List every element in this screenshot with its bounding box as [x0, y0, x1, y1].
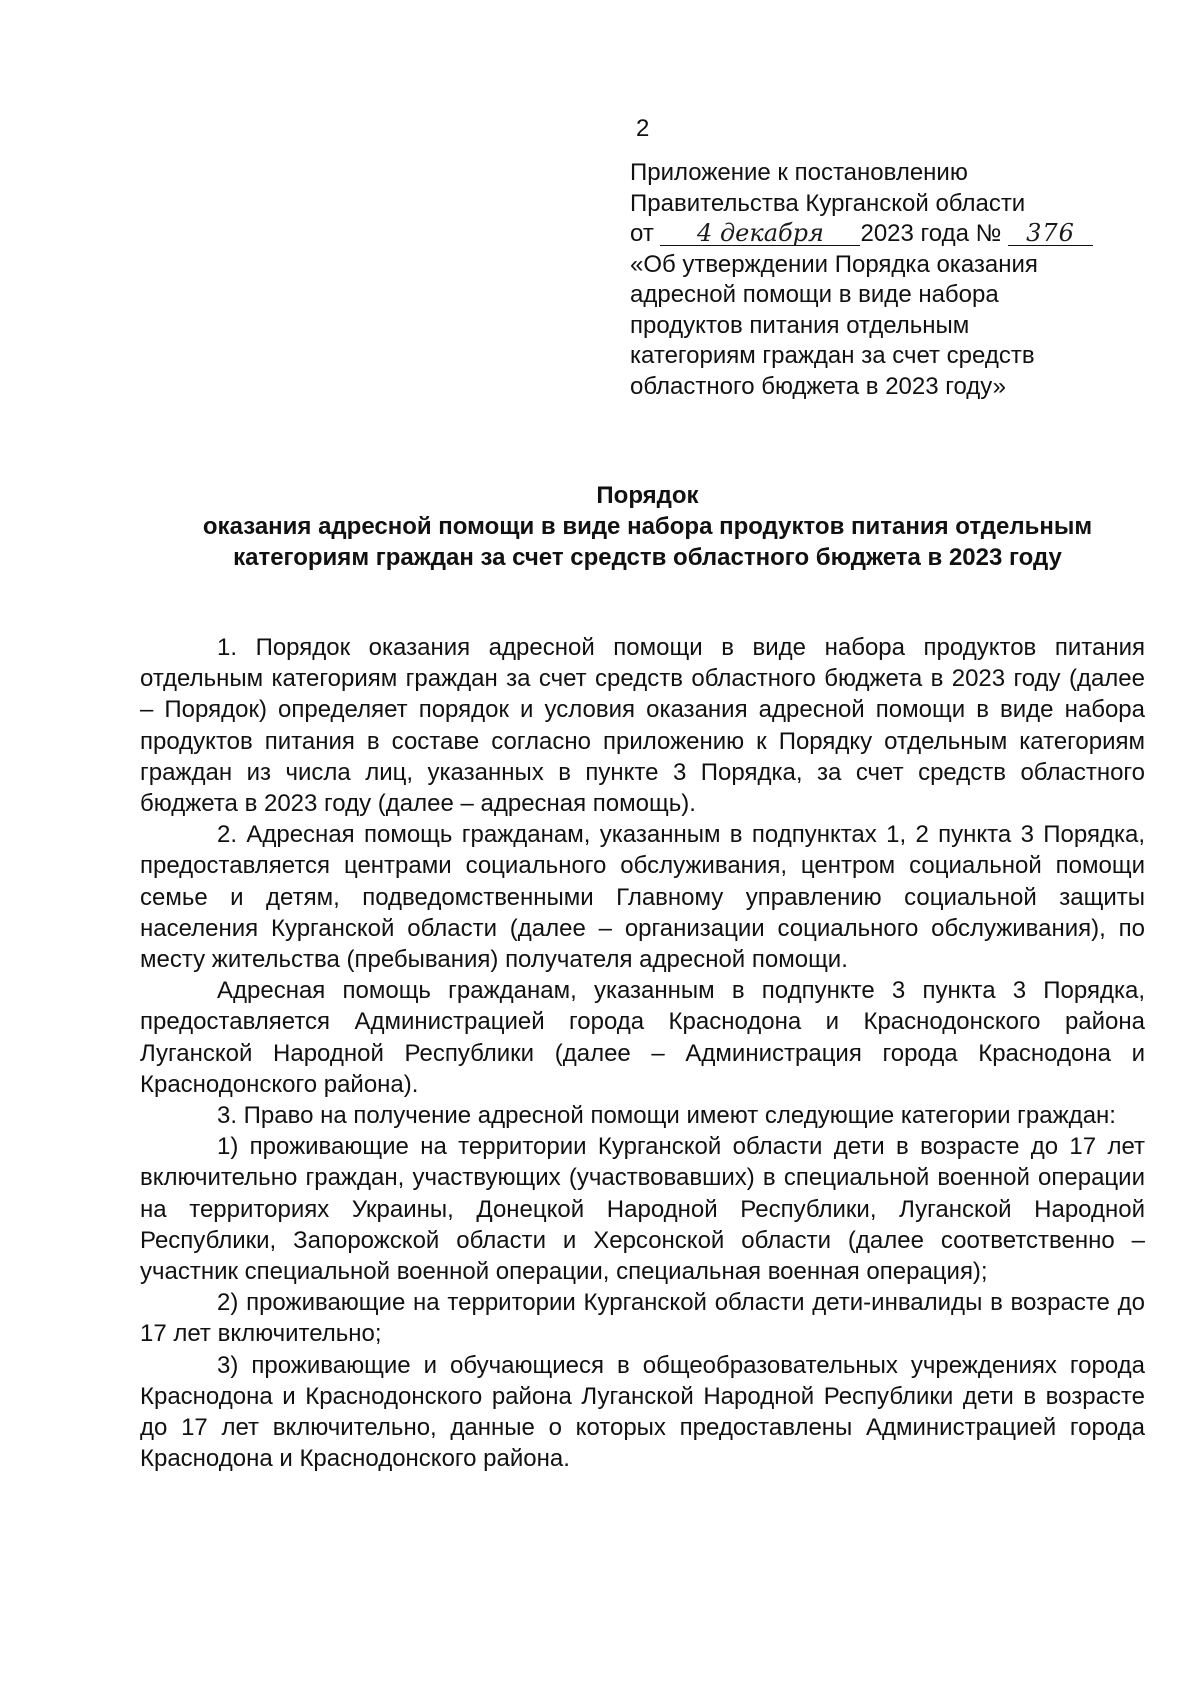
appendix-line: Приложение к постановлению	[630, 159, 968, 186]
handwritten-date: 4 декабря	[660, 221, 860, 246]
paragraph: 3. Право на получение адресной помощи имеют следующие категории граждан:	[217, 1102, 1116, 1130]
appendix-line: категориям граждан за счет средств	[630, 342, 1035, 369]
appendix-block	[630, 158, 1130, 402]
date-prefix: от	[630, 220, 654, 247]
appendix-date-line	[630, 219, 1130, 250]
title-line: Порядок	[596, 482, 699, 509]
handwritten-number: 376	[1008, 221, 1093, 246]
paragraph: 1. Порядок оказания адресной помощи в виде набора продуктов питания отдельным категориям граждан за счет средств областного бюджета в 2023 году (далее – Порядок) определяет порядок и условия оказания адресной помощи в виде набора продуктов питания в составе согласно приложению к Порядку отдельным категориям граждан из числа лиц, указанных в пункте 3 Порядка, за счет средств областного бюджета в 2023 году (далее – адресная помощь).	[140, 634, 1145, 818]
appendix-line: адресной помощи в виде набора	[630, 281, 999, 308]
appendix-line: областного бюджета в 2023 году»	[630, 372, 1006, 400]
paragraph: 2. Адресная помощь гражданам, указанным в подпунктах 1, 2 пункта 3 Порядка, предоставляется центрами социального обслуживания, центром социальной помощи семье и детям, подведомственными Главному управлению социальной защиты населения Курганской области (далее – организации социального обслуживания), по месту жительства (пребывания) получателя адресной помощи.	[140, 821, 1145, 974]
paragraph: Адресная помощь гражданам, указанным в подпункте 3 пункта 3 Порядка, предоставляется Администрацией города Краснодона и Краснодонского района Луганской Народной Республики (далее – Администрация города Краснодона и Краснодонского района).	[140, 977, 1145, 1098]
title-line: категориям граждан за счет средств областного бюджета в 2023 году	[233, 544, 1062, 571]
paragraph: 1) проживающие на территории Курганской области дети в возрасте до 17 лет включительно граждан, участвующих (участвовавших) в специальной военной операции на территориях Украины, Донецкой Народной Республики, Луганской Народной Республики, Запорожской области и Херсонской области (далее соответственно – участник специальной военной операции, специальная военная операция);	[140, 1133, 1145, 1286]
appendix-line: Правительства Курганской области	[630, 189, 1026, 217]
title-line: оказания адресной помощи в виде набора продуктов питания отдельным	[202, 513, 1093, 540]
paragraph: 3) проживающие и обучающиеся в общеобразовательных учреждениях города Краснодона и Краснодонского района Луганской Народной Республики дети в возрасте до 17 лет включительно, данные о которых предоставлены Администрацией города Краснодона и Краснодонского района.	[140, 1351, 1145, 1473]
paragraph: 2) проживающие на территории Курганской области дети-инвалиды в возрасте до 17 лет включительно;	[140, 1289, 1145, 1348]
document-title	[140, 480, 1155, 573]
year-text: 2023 года №	[860, 220, 1002, 247]
appendix-line: продуктов питания отдельным	[630, 311, 970, 339]
appendix-line: «Об утверждении Порядка оказания	[630, 250, 1038, 278]
document-body	[140, 632, 1145, 1474]
page-number: 2	[636, 115, 650, 142]
